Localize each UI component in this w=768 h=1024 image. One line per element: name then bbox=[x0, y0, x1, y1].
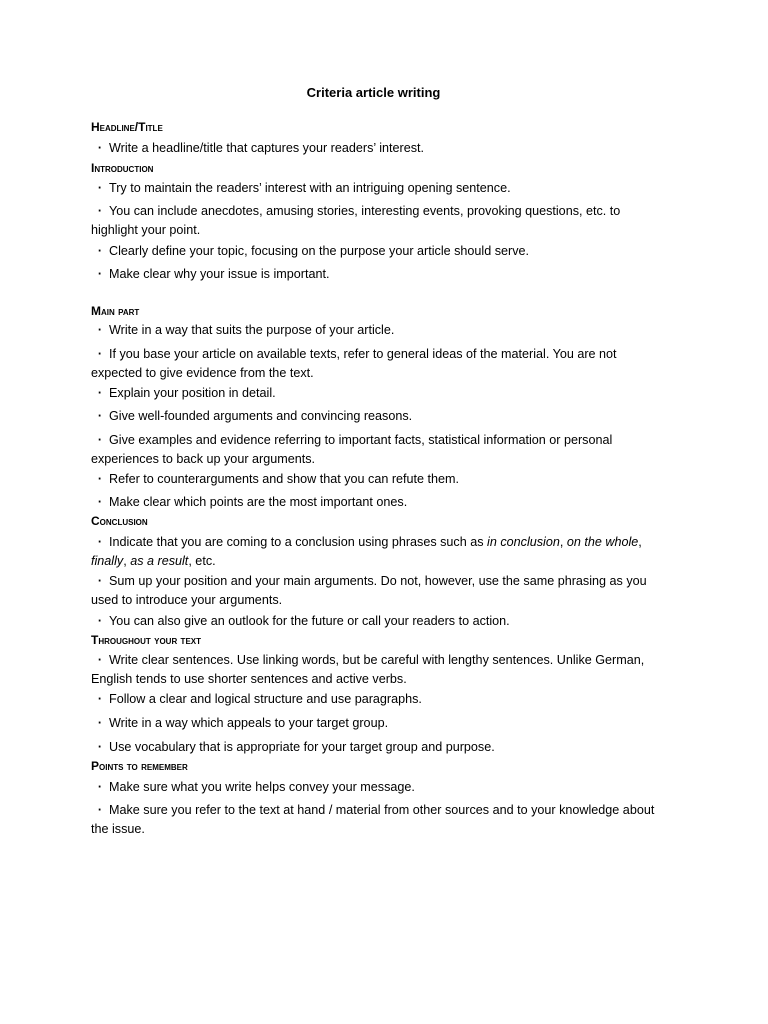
list-item: · Explain your position in detail. bbox=[91, 384, 656, 403]
list-item: · Make sure what you write helps convey your message. bbox=[91, 778, 656, 797]
section-heading-points-to-remember: Points to remember bbox=[91, 759, 188, 773]
section-heading-conclusion: Conclusion bbox=[91, 514, 148, 528]
bullet-icon: · bbox=[97, 495, 103, 509]
list-item: · Write clear sentences. Use linking words, but be careful with lengthy sentences. Unlike German, English tends to use shorter sentences and active verbs. bbox=[91, 653, 645, 686]
list-item: · Make sure you refer to the text at hand / material from other sources and to your knowledge about the issue. bbox=[91, 803, 655, 836]
list-item: · You can include anecdotes, amusing stories, interesting events, provoking questions, etc. to highlight your point. bbox=[91, 204, 621, 237]
list-item: · Write in a way that suits the purpose of your article. bbox=[91, 321, 656, 340]
bullet-icon: · bbox=[97, 574, 103, 588]
list-item: · Write in a way which appeals to your target group. bbox=[91, 714, 656, 733]
bullet-icon: · bbox=[97, 803, 103, 817]
list-item: · Write a headline/title that captures your readers’ interest. bbox=[91, 139, 656, 158]
bullet-icon: · bbox=[97, 204, 103, 218]
document-title: Criteria article writing bbox=[306, 85, 441, 100]
bullet-icon: · bbox=[97, 141, 103, 155]
bullet-icon: · bbox=[97, 740, 103, 754]
list-item: · Use vocabulary that is appropriate for your target group and purpose. bbox=[91, 738, 656, 757]
bullet-icon: · bbox=[97, 433, 103, 447]
list-item: · Make clear which points are the most important ones. bbox=[91, 493, 656, 512]
bullet-icon: · bbox=[97, 716, 103, 730]
section-heading-headline: Headline/Title bbox=[91, 120, 163, 134]
list-item: · Give examples and evidence referring to important facts, statistical information or personal experiences to back up your arguments. bbox=[91, 433, 613, 466]
list-item: · You can also give an outlook for the future or call your readers to action. bbox=[91, 612, 656, 631]
bullet-icon: · bbox=[97, 653, 103, 667]
section-heading-main-part: Main part bbox=[91, 304, 140, 318]
list-item: · If you base your article on available texts, refer to general ideas of the material. You are not expected to give evidence from the text. bbox=[91, 347, 617, 380]
section-heading-throughout: Throughout your text bbox=[91, 633, 201, 647]
list-item: · Try to maintain the readers’ interest with an intriguing opening sentence. bbox=[91, 179, 656, 198]
list-item: · Refer to counterarguments and show that you can refute them. bbox=[91, 470, 656, 489]
bullet-icon: · bbox=[97, 472, 103, 486]
list-item: · Follow a clear and logical structure and use paragraphs. bbox=[91, 690, 656, 709]
list-item: · Make clear why your issue is important. bbox=[91, 265, 656, 284]
bullet-icon: · bbox=[97, 386, 103, 400]
bullet-icon: · bbox=[97, 323, 103, 337]
section-heading-introduction: Introduction bbox=[91, 161, 154, 175]
list-item: · Indicate that you are coming to a conclusion using phrases such as in conclusion, on the whole, finally, as a result, etc. bbox=[91, 535, 642, 568]
list-item: · Give well-founded arguments and convincing reasons. bbox=[91, 407, 656, 426]
bullet-icon: · bbox=[97, 614, 103, 628]
bullet-icon: · bbox=[97, 347, 103, 361]
list-item: · Clearly define your topic, focusing on the purpose your article should serve. bbox=[91, 242, 656, 261]
bullet-icon: · bbox=[97, 409, 103, 423]
bullet-icon: · bbox=[97, 780, 103, 794]
list-item: · Sum up your position and your main arguments. Do not, however, use the same phrasing as you used to introduce your arguments. bbox=[91, 574, 647, 607]
bullet-icon: · bbox=[97, 244, 103, 258]
bullet-icon: · bbox=[97, 692, 103, 706]
bullet-icon: · bbox=[97, 535, 103, 549]
bullet-icon: · bbox=[97, 267, 103, 281]
bullet-icon: · bbox=[97, 181, 103, 195]
